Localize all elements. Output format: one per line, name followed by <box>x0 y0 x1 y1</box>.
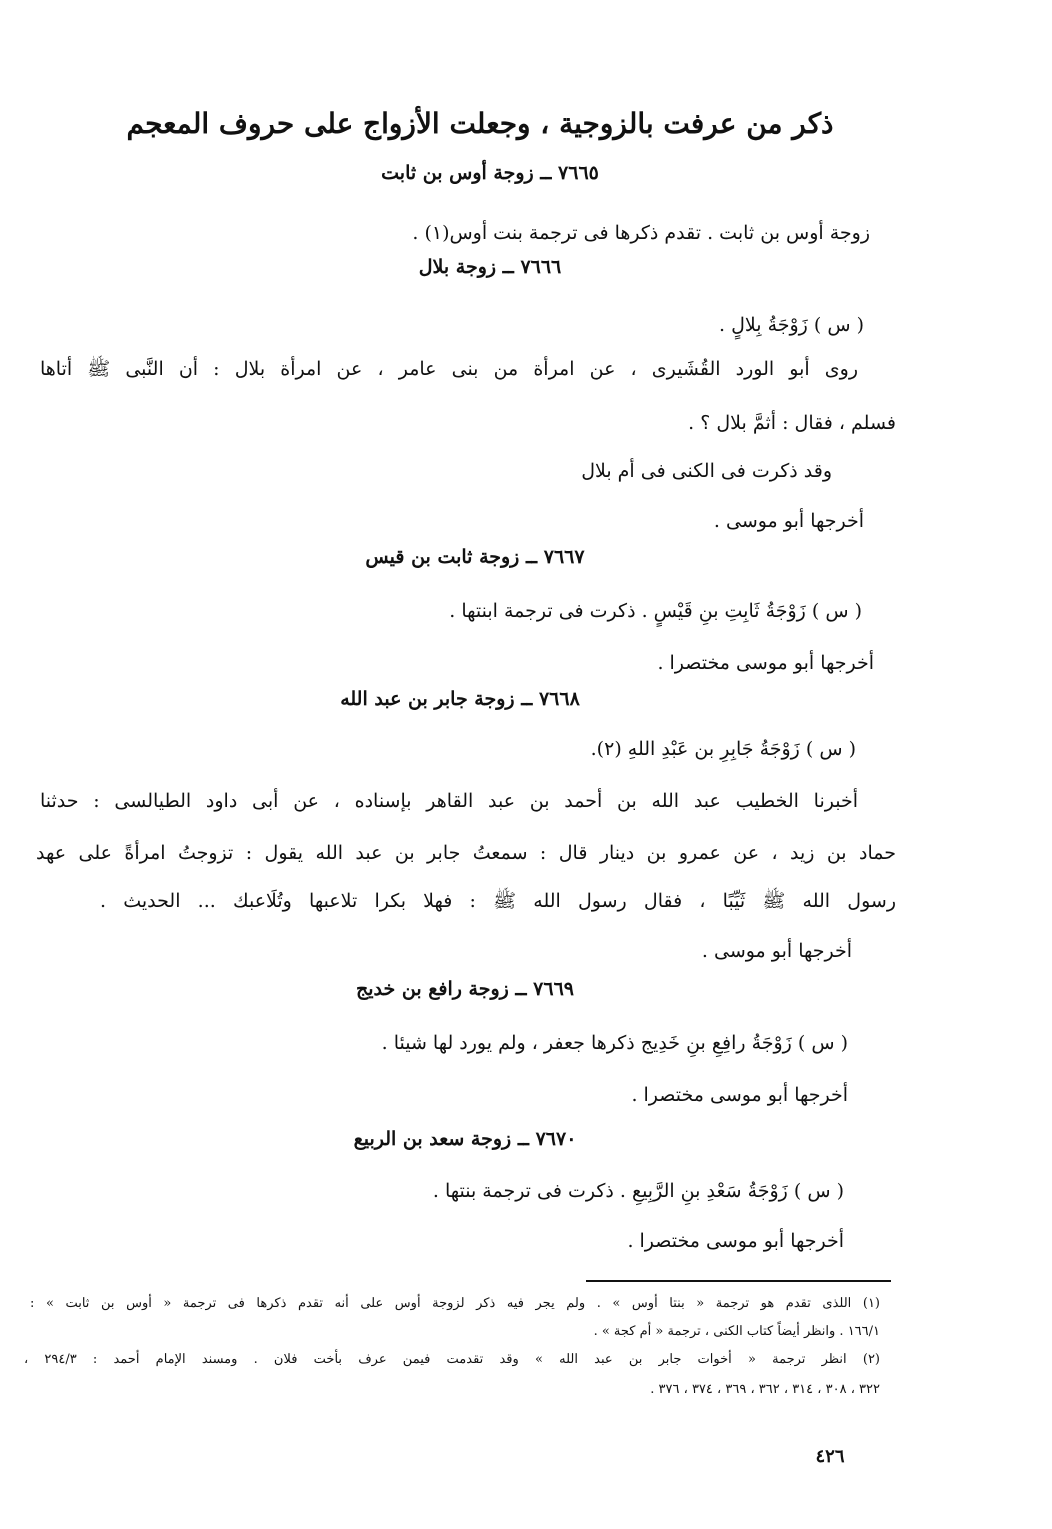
entry-text: أخرجها أبو موسى . <box>701 940 852 962</box>
entry-text: ( س ) زَوْجَةُ جَابِرِ بن عَبْدِ اللهِ (٢). <box>590 738 856 760</box>
entry-text: ( س ) زَوْجَةُ بِلالٍ . <box>719 314 864 336</box>
footnote-line: ١٦٦/١ . وانظر أيضاً كتاب الكنى ، ترجمة « أم كجة » . <box>593 1324 880 1339</box>
footnote-line: (١) اللذى تقدم هو ترجمة « بنتا أوس » . ولم يجر فيه ذكر لزوجة أوس على أنه تقدم ذكرها فى ترجمة « أوس بن ثابت » : <box>30 1296 880 1311</box>
entry-text: أخرجها أبو موسى مختصرا . <box>631 1084 848 1106</box>
entry-text: وقد ذكرت فى الكنى فى أم بلال <box>581 460 832 482</box>
footnote-divider <box>586 1280 891 1282</box>
footnote-line: ٣٢٢ ، ٣٠٨ ، ٣١٤ ، ٣٦٢ ، ٣٦٩ ، ٣٧٤ ، ٣٧٦ . <box>650 1382 880 1397</box>
entry-text: ( س ) زَوْجَةُ ثَابِتِ بنِ قَيْسٍ . ذكرت فى ترجمة ابنتها . <box>449 600 862 622</box>
entry-heading: ٧٦٦٩ ــ زوجة رافع بن خديج <box>356 978 574 1000</box>
page-number: ٤٢٦ <box>815 1446 845 1467</box>
entry-heading: ٧٦٧٠ ــ زوجة سعد بن الربيع <box>353 1128 577 1150</box>
entry-text: رسول الله ﷺ ثَيِّبًا ، فقال رسول الله ﷺ : فهلا بكرا تلاعبها وتُلَاعبك ... الحديث . <box>100 890 896 912</box>
entry-text: فسلم ، فقال : أثمَّ بلال ؟ . <box>688 412 896 434</box>
entry-text: أخرجها أبو موسى . <box>713 510 864 532</box>
entry-heading: ٧٦٦٦ ــ زوجة بلال <box>418 256 562 278</box>
page-title: ذكر من عرفت بالزوجية ، وجعلت الأزواج على حروف المعجم <box>126 107 834 140</box>
entry-text: أخرجها أبو موسى مختصرا . <box>657 652 874 674</box>
entry-text: ( س ) زَوْجَةُ سَعْدِ بنِ الرَّبِيعِ . ذكرت فى ترجمة بنتها . <box>432 1180 844 1202</box>
entry-text: روى أبو الورد القُشَيرى ، عن امرأة من بنى عامر ، عن امرأة بلال : أن النَّبى ﷺ أتاها <box>40 358 858 380</box>
entry-text: أخرجها أبو موسى مختصرا . <box>627 1230 844 1252</box>
entry-text: أخبرنا الخطيب عبد الله بن أحمد بن عبد القاهر بإسناده ، عن أبى داود الطيالسى : حدثنا <box>40 790 858 812</box>
entry-text: زوجة أوس بن ثابت . تقدم ذكرها فى ترجمة بنت أوس(١) . <box>412 222 870 244</box>
entry-text: ( س ) زَوْجَةُ رافِعِ بنِ خَدِيج ذكرها جعفر ، ولم يورد لها شيئا . <box>381 1032 848 1054</box>
entry-heading: ٧٦٦٥ ــ زوجة أوس بن ثابت <box>381 162 599 184</box>
footnote-line: (٢) انظر ترجمة « أخوات جابر بن عبد الله » وقد تقدمت فيمن عرف بأخت فلان . ومسند الإمام أحمد : ٢٩٤/٣ ، <box>24 1352 880 1367</box>
entry-heading: ٧٦٦٧ ــ زوجة ثابت بن قيس <box>365 546 585 568</box>
entry-text: حماد بن زيد ، عن عمرو بن دينار قال : سمعتُ جابر بن عبد الله يقول : تزوجتُ امرأةً على عهد <box>36 842 896 864</box>
entry-heading: ٧٦٦٨ ــ زوجة جابر بن عبد الله <box>340 688 580 710</box>
